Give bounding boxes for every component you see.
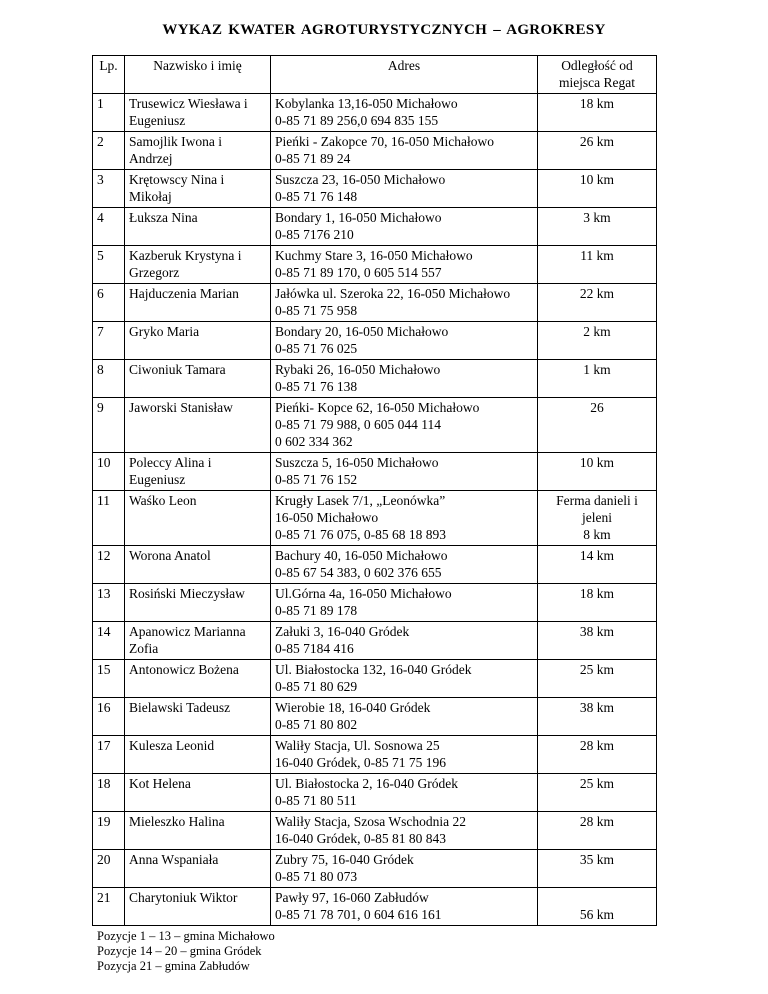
cell-line: Poleccy Alina i [129, 455, 212, 470]
row-number-cell: 13 [93, 584, 125, 622]
table-row [93, 888, 657, 926]
cell-line: 26 [590, 400, 604, 415]
table-row [93, 491, 657, 546]
table-row [93, 584, 657, 622]
table-row [93, 132, 657, 170]
cell-line: 25 km [579, 662, 615, 677]
distance-cell [538, 491, 657, 546]
row-number-cell: 18 [93, 774, 125, 812]
cell-line: Andrzej [129, 151, 173, 166]
row-number-cell: 21 [93, 888, 125, 926]
address-cell [271, 170, 538, 208]
address-cell [271, 94, 538, 132]
address-cell [271, 284, 538, 322]
cell-line: Jaworski Stanisław [129, 400, 233, 415]
cell-line: 0-85 71 89 24 [275, 151, 351, 166]
cell-line: jeleni [582, 510, 612, 525]
distance-cell [538, 812, 657, 850]
address-cell [271, 546, 538, 584]
cell-line: 0-85 67 54 383, 0 602 376 655 [275, 565, 442, 580]
address-cell [271, 360, 538, 398]
distance-cell [538, 453, 657, 491]
name-cell [125, 491, 271, 546]
cell-line: 8 km [583, 527, 611, 542]
table-row [93, 322, 657, 360]
cell-line: 38 km [579, 624, 615, 639]
distance-cell [538, 622, 657, 660]
cell-line: Pieńki - Zakopce 70, 16-050 Michałowo [275, 134, 494, 149]
cell-line: 0-85 71 76 075, 0-85 68 18 893 [275, 527, 446, 542]
distance-cell [538, 398, 657, 453]
name-cell [125, 170, 271, 208]
table-row [93, 850, 657, 888]
address-cell [271, 208, 538, 246]
cell-line: Wierobie 18, 16-040 Gródek [275, 700, 431, 715]
address-cell [271, 132, 538, 170]
footnotes [97, 929, 768, 974]
name-cell [125, 584, 271, 622]
cell-line: 28 km [579, 738, 615, 753]
cell-line: 0-85 71 76 148 [275, 189, 358, 204]
cell-line: 0-85 71 80 073 [275, 869, 358, 884]
row-number-cell: 15 [93, 660, 125, 698]
cell-line: Załuki 3, 16-040 Gródek [275, 624, 410, 639]
cell-line: Kuchmy Stare 3, 16-050 Michałowo [275, 248, 473, 263]
distance-cell [538, 246, 657, 284]
cell-line: Worona Anatol [129, 548, 211, 563]
cell-line: Pawły 97, 16-060 Zabłudów [275, 890, 429, 905]
cell-line: Pieńki- Kopce 62, 16-050 Michałowo [275, 400, 480, 415]
cell-line: 0-85 71 76 138 [275, 379, 358, 394]
table-row [93, 170, 657, 208]
cell-line: 18 km [579, 96, 615, 111]
column-header-distance: Odległość od miejsca Regat [538, 56, 657, 94]
address-cell [271, 453, 538, 491]
name-cell [125, 246, 271, 284]
footnote-line: Pozycje 14 – 20 – gmina Gródek [97, 944, 262, 958]
cell-line: Anna Wspaniała [129, 852, 219, 867]
row-number-cell: 12 [93, 546, 125, 584]
distance-cell [538, 284, 657, 322]
cell-line: Suszcza 23, 16-050 Michałowo [275, 172, 446, 187]
address-cell [271, 491, 538, 546]
row-number-cell: 17 [93, 736, 125, 774]
table-body [93, 94, 657, 926]
cell-line: 10 km [579, 455, 615, 470]
row-number-cell: 6 [93, 284, 125, 322]
distance-cell [538, 584, 657, 622]
distance-cell [538, 888, 657, 926]
address-cell [271, 398, 538, 453]
cell-line: Eugeniusz [129, 113, 186, 128]
cell-line: 16-050 Michałowo [275, 510, 379, 525]
row-number-cell: 7 [93, 322, 125, 360]
name-cell [125, 284, 271, 322]
row-number-cell: 9 [93, 398, 125, 453]
cell-line: 0-85 71 76 152 [275, 472, 358, 487]
row-number-cell: 20 [93, 850, 125, 888]
row-number-cell: 8 [93, 360, 125, 398]
cell-line [542, 889, 652, 906]
cell-line: 0-85 7184 416 [275, 641, 354, 656]
cell-line: 0-85 71 89 178 [275, 603, 358, 618]
cell-line: Łuksza Nina [129, 210, 198, 225]
cell-line: Bachury 40, 16-050 Michałowo [275, 548, 448, 563]
cell-line: 0-85 71 80 511 [275, 793, 357, 808]
cell-line: 0-85 71 79 988, 0 605 044 114 [275, 417, 441, 432]
cell-line: Jałówka ul. Szeroka 22, 16-050 Michałowo [275, 286, 511, 301]
cell-line: Samojlik Iwona i [129, 134, 222, 149]
column-header-address: Adres [271, 56, 538, 94]
cell-line: 56 km [579, 907, 615, 922]
cell-line: Kot Helena [129, 776, 191, 791]
cell-line: Waliły Stacja, Ul. Sosnowa 25 [275, 738, 440, 753]
cell-line: Kazberuk Krystyna i [129, 248, 242, 263]
row-number-cell: 5 [93, 246, 125, 284]
cell-line: 35 km [579, 852, 615, 867]
name-cell [125, 546, 271, 584]
cell-line: 10 km [579, 172, 615, 187]
cell-line: 16-040 Gródek, 0-85 81 80 843 [275, 831, 446, 846]
cell-line: Grzegorz [129, 265, 180, 280]
cell-line: Bondary 1, 16-050 Michałowo [275, 210, 442, 225]
cell-line: Charytoniuk Wiktor [129, 890, 238, 905]
cell-line: Waśko Leon [129, 493, 197, 508]
cell-line: 14 km [579, 548, 615, 563]
row-number-cell: 11 [93, 491, 125, 546]
table-row [93, 208, 657, 246]
address-cell [271, 584, 538, 622]
cell-line: Gryko Maria [129, 324, 200, 339]
distance-cell [538, 208, 657, 246]
distance-cell [538, 850, 657, 888]
name-cell [125, 208, 271, 246]
table-row [93, 660, 657, 698]
cell-line: 3 km [583, 210, 611, 225]
table-row [93, 284, 657, 322]
name-cell [125, 850, 271, 888]
cell-line: 26 km [579, 134, 615, 149]
cell-line: 2 km [583, 324, 611, 339]
distance-cell [538, 546, 657, 584]
name-cell [125, 94, 271, 132]
distance-cell [538, 170, 657, 208]
cell-line: Ul.Górna 4a, 16-050 Michałowo [275, 586, 452, 601]
cell-line: Suszcza 5, 16-050 Michałowo [275, 455, 439, 470]
name-cell [125, 888, 271, 926]
row-number-cell: 3 [93, 170, 125, 208]
cell-line: 18 km [579, 586, 615, 601]
address-cell [271, 246, 538, 284]
distance-cell [538, 660, 657, 698]
distance-cell [538, 736, 657, 774]
distance-cell [538, 94, 657, 132]
distance-cell [538, 132, 657, 170]
cell-line: 0-85 71 89 256,0 694 835 155 [275, 113, 439, 128]
table-row [93, 812, 657, 850]
cell-line: Rybaki 26, 16-050 Michałowo [275, 362, 441, 377]
cell-line: Zofia [129, 641, 159, 656]
table-row [93, 398, 657, 453]
table-row [93, 453, 657, 491]
name-cell [125, 774, 271, 812]
accommodations-table [92, 55, 657, 926]
column-header-lp: Lp. [93, 56, 125, 94]
row-number-cell: 2 [93, 132, 125, 170]
cell-line: Kobylanka 13,16-050 Michałowo [275, 96, 458, 111]
cell-line: Zubry 75, 16-040 Gródek [275, 852, 414, 867]
cell-line: 22 km [579, 286, 615, 301]
cell-line: 1 km [583, 362, 611, 377]
name-cell [125, 812, 271, 850]
cell-line: Ferma danieli i [556, 493, 638, 508]
cell-line: 0-85 71 78 701, 0 604 616 161 [275, 907, 442, 922]
footnote-line: Pozycja 21 – gmina Zabłudów [97, 959, 250, 973]
cell-line: 0-85 71 80 802 [275, 717, 358, 732]
row-number-cell: 19 [93, 812, 125, 850]
distance-cell [538, 774, 657, 812]
cell-line: Eugeniusz [129, 472, 186, 487]
column-header-name: Nazwisko i imię [125, 56, 271, 94]
cell-line: Rosiński Mieczysław [129, 586, 245, 601]
table-row [93, 736, 657, 774]
cell-line: Trusewicz Wiesława i [129, 96, 248, 111]
address-cell [271, 698, 538, 736]
address-cell [271, 888, 538, 926]
cell-line: 0-85 7176 210 [275, 227, 354, 242]
cell-line: 38 km [579, 700, 615, 715]
footnote-line: Pozycje 1 – 13 – gmina Michałowo [97, 929, 275, 943]
name-cell [125, 360, 271, 398]
address-cell [271, 660, 538, 698]
cell-line: Apanowicz Marianna [129, 624, 246, 639]
cell-line: 16-040 Gródek, 0-85 71 75 196 [275, 755, 446, 770]
table-row [93, 774, 657, 812]
table-row [93, 546, 657, 584]
table-header [93, 56, 657, 94]
cell-line: 28 km [579, 814, 615, 829]
distance-cell [538, 322, 657, 360]
cell-line: Bielawski Tadeusz [129, 700, 231, 715]
name-cell [125, 322, 271, 360]
cell-line: 0-85 71 80 629 [275, 679, 358, 694]
row-number-cell: 1 [93, 94, 125, 132]
table-row [93, 360, 657, 398]
name-cell [125, 398, 271, 453]
address-cell [271, 322, 538, 360]
row-number-cell: 16 [93, 698, 125, 736]
cell-line: Bondary 20, 16-050 Michałowo [275, 324, 449, 339]
cell-line: 0-85 71 89 170, 0 605 514 557 [275, 265, 442, 280]
address-cell [271, 622, 538, 660]
name-cell [125, 622, 271, 660]
name-cell [125, 736, 271, 774]
cell-line: Ciwoniuk Tamara [129, 362, 226, 377]
cell-line: Krugły Lasek 7/1, „Leonówka” [275, 493, 446, 508]
table-row [93, 94, 657, 132]
address-cell [271, 812, 538, 850]
cell-line: 0-85 71 76 025 [275, 341, 358, 356]
cell-line: Antonowicz Bożena [129, 662, 239, 677]
cell-line: Ul. Białostocka 132, 16-040 Gródek [275, 662, 472, 677]
cell-line: 11 km [580, 248, 614, 263]
cell-line: Hajduczenia Marian [129, 286, 239, 301]
name-cell [125, 698, 271, 736]
address-cell [271, 774, 538, 812]
table-row [93, 246, 657, 284]
cell-line: Mieleszko Halina [129, 814, 225, 829]
cell-line: 0 602 334 362 [275, 434, 353, 449]
cell-line: Krętowscy Nina i [129, 172, 225, 187]
name-cell [125, 453, 271, 491]
cell-line: Mikołaj [129, 189, 172, 204]
cell-line: Ul. Białostocka 2, 16-040 Gródek [275, 776, 458, 791]
row-number-cell: 10 [93, 453, 125, 491]
cell-line: 25 km [579, 776, 615, 791]
name-cell [125, 132, 271, 170]
table-row [93, 698, 657, 736]
name-cell [125, 660, 271, 698]
address-cell [271, 850, 538, 888]
table-row [93, 622, 657, 660]
distance-cell [538, 360, 657, 398]
cell-line: Waliły Stacja, Szosa Wschodnia 22 [275, 814, 466, 829]
row-number-cell: 14 [93, 622, 125, 660]
page-title: WYKAZ KWATER AGROTURYSTYCZNYCH – AGROKRESY [162, 22, 606, 38]
address-cell [271, 736, 538, 774]
cell-line: 0-85 71 75 958 [275, 303, 358, 318]
cell-line: Kulesza Leonid [129, 738, 215, 753]
distance-cell [538, 698, 657, 736]
row-number-cell: 4 [93, 208, 125, 246]
